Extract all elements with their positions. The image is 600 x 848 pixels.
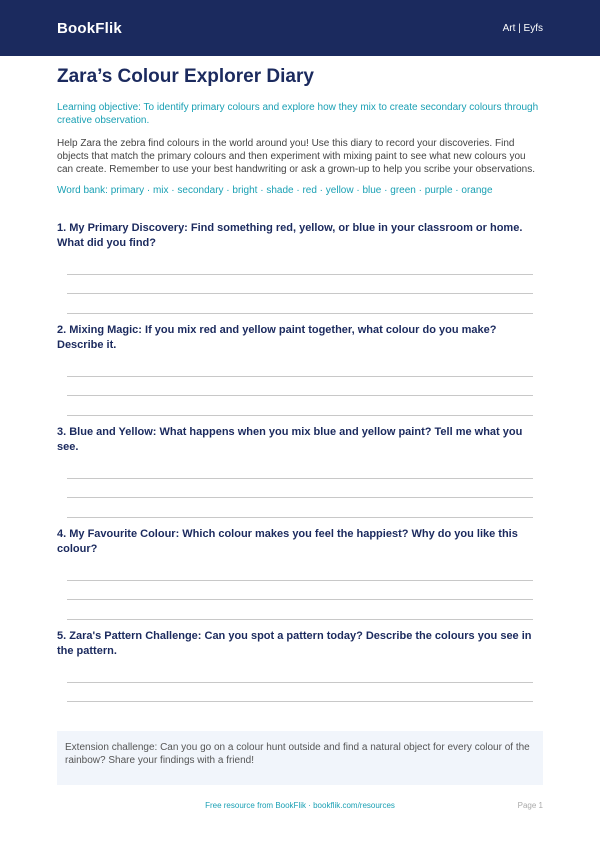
question-text: 3. Blue and Yellow: What happens when you mix blue and yellow paint? Tell me what you see. [57, 426, 523, 453]
answer-line[interactable] [67, 293, 533, 294]
page-title: Zara’s Colour Explorer Diary [57, 66, 314, 87]
answer-line[interactable] [67, 682, 533, 683]
question-block [57, 619, 543, 721]
question-block [57, 211, 543, 313]
answer-line[interactable] [67, 580, 533, 581]
page-number: Page 1 [517, 801, 543, 810]
learning-objective: Learning objective: To identify primary colours and explore how they mix to create secondary colours through creative observation. [57, 102, 539, 126]
question-block [57, 415, 543, 517]
question-list [57, 211, 543, 721]
page-footer [57, 801, 543, 815]
answer-line[interactable] [67, 395, 533, 396]
brand-logo[interactable]: BookFlik [57, 19, 122, 37]
extension-challenge: Extension challenge: Can you go on a colour hunt outside and find a natural object for every colour of the rainbow? Share your findings with a friend! [57, 731, 543, 785]
question-block [57, 313, 543, 415]
answer-line[interactable] [67, 599, 533, 600]
answer-line[interactable] [67, 497, 533, 498]
question-block [57, 517, 543, 619]
question-text: 5. Zara's Pattern Challenge: Can you spot a pattern today? Describe the colours you see in the pattern. [57, 630, 532, 657]
intro-paragraph: Help Zara the zebra find colours in the world around you! Use this diary to record your discoveries. Find objects that match the primary colours and then experiment with mixing paint to see what new colours you can create. Remember to use your best handwriting or ask a grown-up to help you scribe your observations. [57, 138, 536, 175]
question-text: 4. My Favourite Colour: Which colour makes you feel the happiest? Why do you like this colour? [57, 528, 518, 555]
answer-line[interactable] [67, 701, 533, 702]
answer-line[interactable] [67, 478, 533, 479]
answer-line[interactable] [67, 376, 533, 377]
worksheet-body [0, 66, 600, 785]
word-bank: Word bank: primary · mix · secondary · bright · shade · red · yellow · blue · green · purple · orange [57, 185, 493, 196]
question-text: 1. My Primary Discovery: Find something red, yellow, or blue in your classroom or home. What did you find? [57, 222, 523, 249]
subject-tag: Art | Eyfs [502, 22, 543, 34]
page-header [0, 0, 600, 56]
footer-link[interactable]: Free resource from BookFlik · bookflik.com/resources [205, 801, 395, 810]
answer-line[interactable] [67, 274, 533, 275]
question-text: 2. Mixing Magic: If you mix red and yellow paint together, what colour do you make? Describe it. [57, 324, 497, 351]
